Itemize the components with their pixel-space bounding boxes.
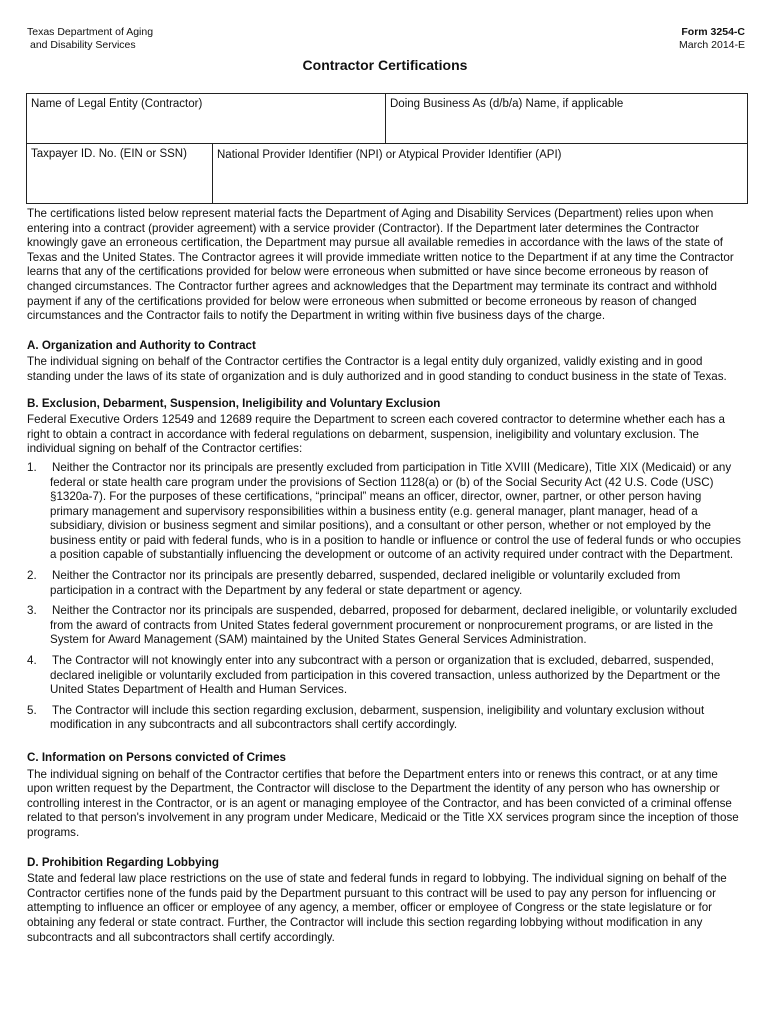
section-b [27,397,743,733]
section-b-text: Federal Executive Orders 12549 and 12689 require the Department to screen each covered contractor to determine whether each has a right to obtain a contract in accordance with federal regulations on debarment, suspension, ineligibility and voluntary exclusion. The individual signing on behalf of the Contractor certifies: [27,413,725,456]
section-a-text: The individual signing on behalf of the Contractor certifies the Contractor is a legal entity duly organized, validly existing and in good standing under the laws of its state of organization and is duly authorized and in good standing to conduct business in the state of Texas. [27,355,727,383]
list-item [27,604,743,648]
list-item-number: 5. [27,703,37,717]
agency-name [27,26,153,52]
intro-paragraph: The certifications listed below represent material facts the Department of Aging and Disability Services (Department) relies upon when entering into a contract (provider agreement) with a service provider (Contractor). If the Department later determines the Contractor knowingly gave an erroneous certification, the Department may pursue all available remedies in accordance with the laws of the state of Texas and the United States. The Contractor agrees it will provide immediate written notice to the Department if at any time the Contractor learns that any of the certifications provided for below were erroneous when submitted or have since become erroneous by reason of changed circumstances. The Contractor further agrees and acknowledges that the Department may terminate its contract and withhold payment if any of the certifications provided for below were erroneous when submitted or become erroneous by reason of changed circumstances and the Contractor fails to notify the Department in writing within five business days of the charge. [27,207,734,323]
list-item-number: 2. [27,569,37,583]
npi-label: National Provider Identifier (NPI) or Atypical Provider Identifier (API) [217,149,562,161]
legal-entity-field[interactable] [26,93,386,144]
section-d [27,856,743,946]
list-item-text: The Contractor will not knowingly enter into any subcontract with a person or organization that is excluded, debarred, suspended, declared ineligible or voluntarily excluded from participation in this covered transaction, unless authorized by the Department or the United States Department of Health and Human Services. [50,654,721,697]
list-item-text: Neither the Contractor nor its principals are suspended, debarred, proposed for debarment, declared ineligible, or voluntarily excluded from the award of contracts from United States federal government procurement or nonprocurement programs, or are listed in the System for Award Management (SAM) maintained by the United States General Services Administration. [50,604,738,647]
list-item [27,654,743,698]
legal-entity-label: Name of Legal Entity (Contractor) [31,98,203,110]
section-d-heading: D. Prohibition Regarding Lobbying [27,855,219,869]
section-b-list [27,461,743,733]
dba-label: Doing Business As (d/b/a) Name, if applicable [390,98,624,110]
section-c [27,751,743,841]
list-item-number: 4. [27,654,37,668]
certifications-body [27,207,743,957]
section-c-heading: C. Information on Persons convicted of Crimes [27,751,286,764]
section-b-heading: B. Exclusion, Debarment, Suspension, Ineligibility and Voluntary Exclusion [27,396,441,410]
section-a-heading: A. Organization and Authority to Contract [27,338,256,352]
list-item-text: Neither the Contractor nor its principals are presently excluded from participation in Title XVIII (Medicare), Title XIX (Medicaid) or any federal or state health care program under the provisions of Section 1128(a) or (b) of the Social Security Act (42 U.S. Code (USC) §1320a-7). For the purposes of these certifications, “principal” means an officer, director, owner, partner, or other person having primary management and supervisory responsibilities within a business entity (e.g. general manager, plant manager, head of a subsidiary, division or business segment and similar positions), and a consultant or other person, whether or not employed by the business entity or paid with federal funds, who is in a position to handle or influence or control the use of federal funds or who occupies a position capable of substantially influencing the development or outcome of an activity required under contract with the Department. [50,460,741,562]
taxpayer-id-field[interactable] [26,143,213,204]
agency-line-1: Texas Department of Aging [27,26,154,38]
list-item [27,704,743,733]
list-item-text: The Contractor will include this section regarding exclusion, debarment, suspension, ineligibility and voluntary exclusion without modification in any subcontracts and all subcontractors shall certify accordingly. [50,703,705,732]
list-item [27,569,743,598]
section-d-text: State and federal law place restrictions on the use of state and federal funds in regard to lobbying. The individual signing on behalf of the Contractor certifies none of the funds paid by the Department pursuant to this contract will be used to pay any person for influencing or attempting to influence an officer or employee of any agency, a member, officer or employee of Congress or the state legislature or for obtaining any federal or state contract. Further, the Contractor will include this section regarding lobbying without modification in any subcontracts and all subcontractors shall certify accordingly. [27,872,727,944]
list-item-number: 3. [27,604,37,618]
list-item-text: Neither the Contractor nor its principals are presently debarred, suspended, declared ineligible or voluntarily excluded from participation in a contract with the Department by any federal or state department or agency. [50,569,681,597]
agency-line-2: and Disability Services [30,39,136,51]
form-number: Form 3254-C [681,26,745,38]
dba-field[interactable] [385,93,748,144]
list-item-number: 1. [27,460,37,474]
form-date: March 2014-E [679,39,745,51]
list-item [27,461,743,563]
section-a [27,339,743,385]
section-c-text: The individual signing on behalf of the Contractor certifies that before the Department enters into or renews this contract, or at any time upon written request by the Department, the Contractor will disclose to the Department the identity of any person who has ownership or controlling interest in the Contractor, or is an agent or managing employee of the Contractor, and has been convicted of a criminal offense related to that person's involvement in any program under Medicare, Medicaid or the Title XX services program since the inception of those programs. [27,767,739,839]
taxpayer-id-label: Taxpayer ID. No. (EIN or SSN) [31,148,187,160]
form-identifier [679,26,745,52]
page-title: Contractor Certifications [302,57,468,73]
npi-field[interactable] [212,143,748,204]
